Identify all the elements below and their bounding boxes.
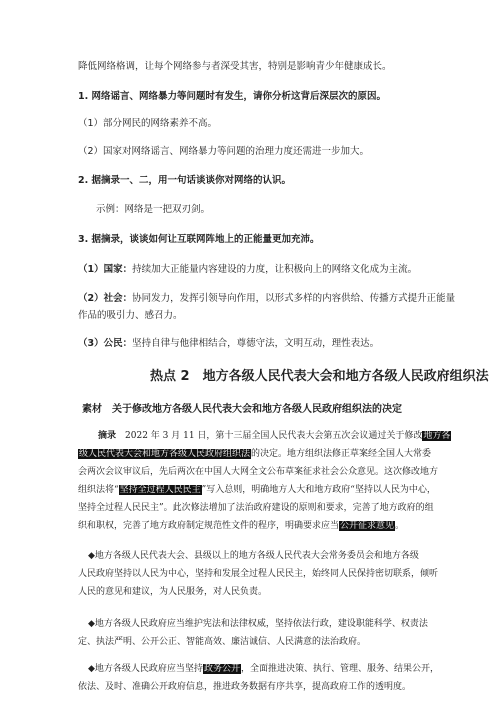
bullet-1-line: ◆地方各级人民代表大会、县级以上的地方各级人民代表大会常务委员会和地方各级 — [88, 551, 419, 561]
bullet-3 — [78, 660, 439, 696]
highlight-democracy: 坚持全过程人民民主 — [119, 485, 201, 495]
answer-text: 坚持自律与他律相结合，尊德守法，文明互动，理性表达。 — [132, 338, 380, 349]
excerpt-text: 组织法将“ — [78, 485, 119, 495]
answer-label: （1）国家： — [78, 264, 133, 275]
excerpt-paragraph — [78, 427, 451, 535]
excerpt-line-1 — [78, 427, 451, 445]
answer-label: （3）公民： — [78, 338, 133, 349]
question-3-answer-1 — [78, 263, 434, 277]
highlight-public-opinion: 公开征求意见 — [340, 521, 395, 531]
hot-topic-title: 热点 2 地方各级人民代表大会和地方各级人民政府组织法 — [150, 369, 489, 384]
excerpt-line-2 — [78, 445, 434, 463]
bullet-2-line: 定、执法严明、公开公正、智能高效、廉洁诚信、人民满意的法治政府。 — [78, 637, 367, 647]
highlight-gov-affairs: 政务公开 — [203, 664, 240, 674]
excerpt-text: 的决定。地方组织法修正草案经全国人大常委 — [251, 449, 432, 459]
answer-text: 协同发力，发挥引领导向作用，以形式多样的内容供给、传播方式提升正能量 — [132, 293, 456, 304]
excerpt-line-5: 坚持全过程人民民主”。此次修法增加了法治政府建设的原则和要求，完善了地方政府的组 — [78, 503, 434, 513]
question-3-answer-2 — [78, 292, 456, 306]
bullet-3-text: ◆地方各级人民政府应当坚持 — [88, 664, 203, 674]
question-3-title: 3. 据摘录，谈谈如何让互联网阵地上的正能量更加充沛。 — [78, 234, 320, 245]
excerpt-label: 摘录 — [98, 431, 117, 441]
bullet-2-line: ◆地方各级人民政府应当维护宪法和法律权威，坚持依法行政，建设职能科学、权责法 — [88, 619, 428, 629]
question-2-example: 示例：网络是一把双刃剑。 — [96, 204, 211, 215]
bullet-3-line-1 — [78, 660, 439, 678]
bullet-1-line: 人民政府坚持以人民为中心，坚持和发展全过程人民民主，始终同人民保持密切联系，倾听 — [78, 569, 439, 579]
excerpt-text: 。 — [395, 521, 405, 531]
highlight-law-cont: 级人民代表大会和地方各级人民政府组织法 — [79, 449, 251, 459]
excerpt-text: ”写入总则，明确地方人大和地方政府“坚持以人民为中心， — [201, 485, 436, 495]
bullet-1-line: 人民的意见和建议，为人民服务，对人民负责。 — [78, 587, 268, 597]
excerpt-text: 2022 年 3 月 11 日，第十三届全国人民代表大会第五次会议通过关于修改 — [116, 431, 423, 441]
question-3-answer-2-cont: 作品的吸引力、感召力。 — [78, 310, 183, 321]
material-title: 素材 关于修改地方各级人民代表大会和地方各级人民政府组织法的决定 — [82, 404, 402, 415]
bullet-2 — [78, 615, 434, 651]
bullet-3-line-2: 依法、及时、准确公开政府信息，推进政务数据有序共享，提高政府工作的透明度。 — [78, 682, 412, 692]
top-text: 降低网络格调，让每个网络参与者深受其害，特别是影响青少年健康成长。 — [78, 61, 392, 72]
bullet-3-text: ，全面推进决策、执行、管理、服务、结果公开， — [240, 664, 439, 674]
highlight-law: 地方各 — [423, 431, 451, 441]
excerpt-line-4 — [78, 481, 434, 499]
question-1-title: 1. 网络谣言、网络暴力等问题时有发生，请你分析这背后深层次的原因。 — [78, 91, 387, 102]
excerpt-text: 织和职权，完善了地方政府制定规范性文件的程序，明确要求应当 — [78, 521, 340, 531]
question-3-answer-3 — [78, 337, 434, 351]
answer-label: （2）社会： — [78, 293, 133, 304]
excerpt-line-3: 会两次会议审议后，先后两次在中国人大网全文公布草案征求社会公众意见。这次修改地方 — [78, 467, 439, 477]
question-1-answer-2: （2）国家对网络谣言、网络暴力等问题的治理力度还需进一步加大。 — [78, 146, 370, 157]
answer-text: 持续加大正能量内容建设的力度，让积极向上的网络文化成为主流。 — [132, 264, 418, 275]
question-1-answer-1: （1）部分网民的网络素养不高。 — [78, 118, 218, 129]
bullet-1 — [78, 547, 439, 601]
question-2-title: 2. 据摘录一、二，用一句话谈谈你对网络的认识。 — [78, 175, 292, 186]
excerpt-line-6 — [78, 517, 434, 535]
